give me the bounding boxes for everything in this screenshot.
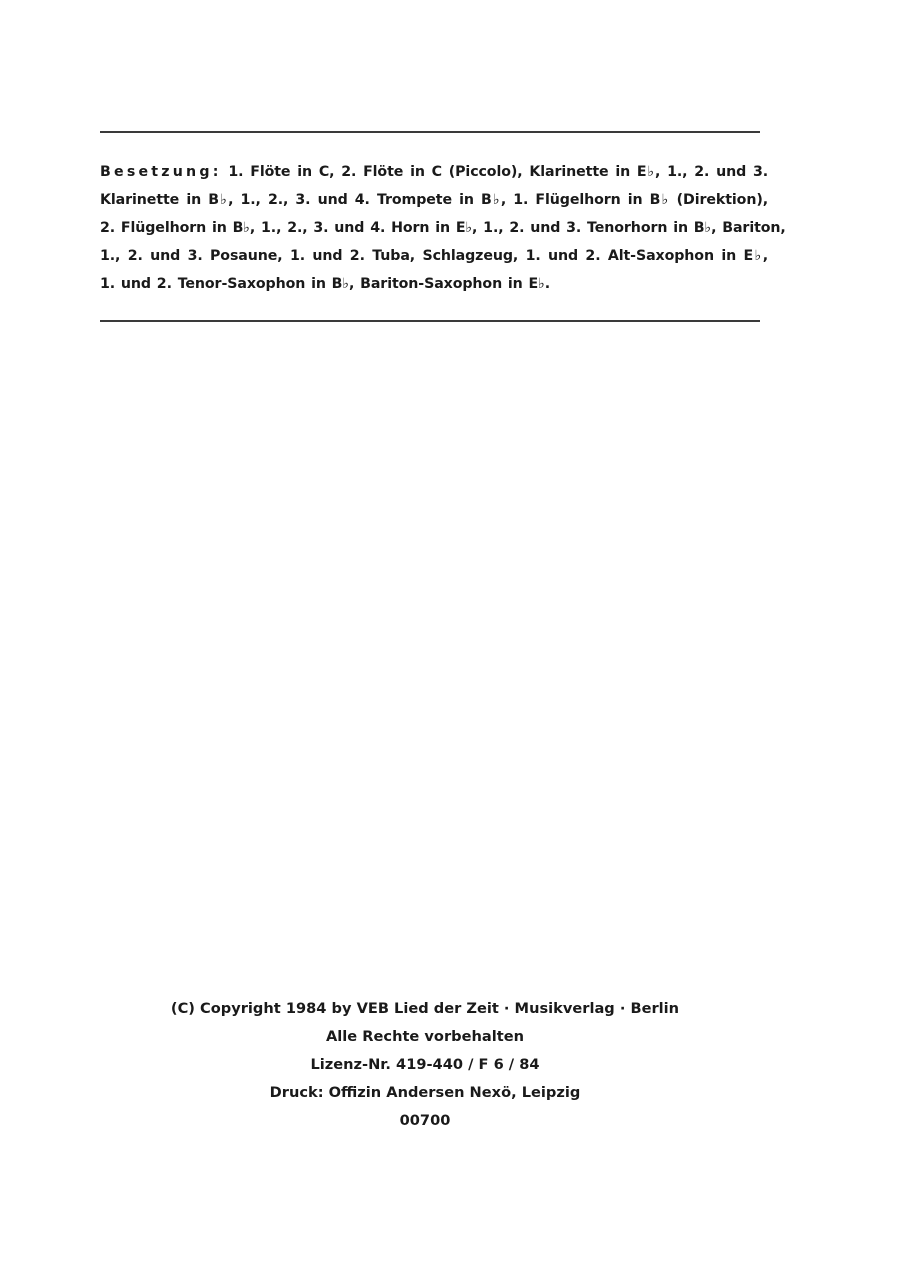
instrumentation-text: 1. Flöte in C, 2. Flöte in C (Piccolo), Klarinette in E♭, 1., 2. und 3. bbox=[228, 164, 769, 180]
top-divider bbox=[100, 131, 760, 133]
instrumentation-block bbox=[100, 158, 786, 298]
instrumentation-line-3: 2. Flügelhorn in B♭, 1., 2., 3. und 4. Horn in E♭, 1., 2. und 3. Tenorhorn in B♭, Bariton, bbox=[100, 220, 786, 236]
instrumentation-label: Besetzung: bbox=[100, 164, 222, 180]
license-number: Lizenz-Nr. 419-440 / F 6 / 84 bbox=[310, 1056, 540, 1073]
instrumentation-line-5: 1. und 2. Tenor-Saxophon in B♭, Bariton-Saxophon in E♭. bbox=[100, 276, 550, 292]
catalog-number: 00700 bbox=[399, 1112, 451, 1129]
copyright-notice: (C) Copyright 1984 by VEB Lied der Zeit · Musikverlag · Berlin bbox=[170, 1000, 680, 1017]
instrumentation-line-1 bbox=[100, 158, 768, 186]
printer-notice: Druck: Offizin Andersen Nexö, Leipzig bbox=[269, 1084, 581, 1101]
imprint-block bbox=[0, 995, 850, 1135]
instrumentation-line-4: 1., 2. und 3. Posaune, 1. und 2. Tuba, Schlagzeug, 1. und 2. Alt-Saxophon in E♭, bbox=[100, 248, 768, 264]
rights-notice: Alle Rechte vorbehalten bbox=[326, 1028, 524, 1045]
bottom-divider bbox=[100, 320, 760, 322]
instrumentation-line-2: Klarinette in B♭, 1., 2., 3. und 4. Trompete in B♭, 1. Flügelhorn in B♭ (Direktion), bbox=[100, 192, 768, 208]
